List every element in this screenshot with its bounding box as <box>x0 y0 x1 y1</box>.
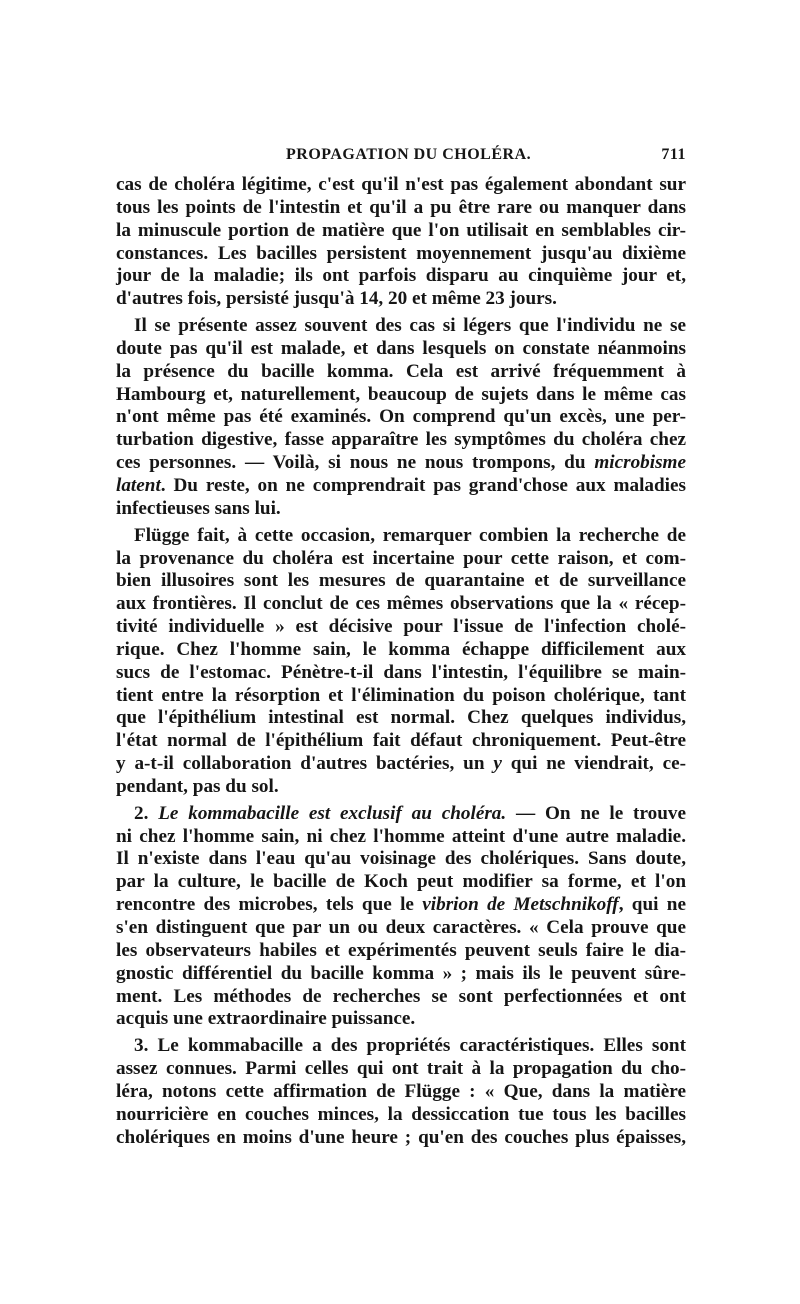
text-line: gnostic différentiel du bacille komma » ; mais ils le peuvent sûre- <box>116 962 686 984</box>
text-line: bien illusoires sont les mesures de quarantaine et de surveillance <box>116 570 686 592</box>
italic-term: microbisme <box>594 452 686 474</box>
text-line: assez connues. Parmi celles qui ont trait à la propagation du cho- <box>116 1058 686 1080</box>
running-header <box>116 146 686 170</box>
item-number: 2. <box>134 802 149 824</box>
text-line: léra, notons cette affirmation de Flügge : « Que, dans la matière <box>116 1080 686 1102</box>
text-line: infectieuses sans lui. <box>116 497 281 519</box>
text-line: la provenance du choléra est incertaine pour cette raison, et com- <box>116 547 686 569</box>
italic-heading: Le kommabacille est exclusif au choléra. <box>158 802 507 824</box>
text-line <box>116 753 686 776</box>
text-line: la présence du bacille komma. Cela est arrivé fréquemment à <box>116 360 686 382</box>
text-line: que l'épithélium intestinal est normal. Chez quelques individus, <box>116 707 686 729</box>
text-line: n'ont même pas été examinés. On comprend qu'un excès, une per- <box>116 406 686 428</box>
italic-term: y <box>493 753 502 775</box>
text-line: tient entre la résorption et l'élimination du poison cholérique, tant <box>116 684 686 706</box>
paragraph-2 <box>116 315 686 521</box>
text-line: Flügge fait, à cette occasion, remarquer combien la recherche de <box>134 524 686 546</box>
text-line: les observateurs habiles et expérimentés peuvent seuls faire le dia- <box>116 939 686 961</box>
paragraph-1 <box>116 174 686 311</box>
text-line <box>116 803 686 826</box>
text-line: la minuscule portion de matière que l'on utilisait en semblables cir- <box>116 219 686 241</box>
text-line: aux frontières. Il conclut de ces mêmes observations que la « récep- <box>116 593 686 615</box>
book-page <box>116 0 686 1304</box>
paragraph-3 <box>116 525 686 799</box>
text-segment: ces personnes. — Voilà, si nous ne nous trompons, du <box>116 452 595 474</box>
paragraph-4 <box>116 803 686 1031</box>
text-line <box>116 452 686 475</box>
text-line: ni chez l'homme sain, ni chez l'homme atteint d'une autre maladie. <box>116 825 686 847</box>
text-line: jour de la maladie; ils ont parfois disparu au cinquième jour et, <box>116 265 686 287</box>
text-line <box>116 894 686 917</box>
italic-term: latent <box>116 474 161 496</box>
text-segment: y a-t-il collaboration d'autres bactéries, un <box>116 753 494 775</box>
text-line: constances. Les bacilles persistent moyennement jusqu'au dixième <box>116 242 686 264</box>
text-line: par la culture, le bacille de Koch peut modifier sa forme, et l'on <box>116 871 686 893</box>
paragraph-5 <box>116 1035 686 1149</box>
text-line: Il se présente assez souvent des cas si légers que l'individu ne se <box>134 315 686 337</box>
text-line: Il n'existe dans l'eau qu'au voisinage des cholériques. Sans doute, <box>116 848 686 870</box>
text-line: d'autres fois, persisté jusqu'à 14, 20 et même 23 jours. <box>116 288 557 310</box>
text-line: cas de choléra légitime, c'est qu'il n'est pas également abondant sur <box>116 174 686 195</box>
text-line: tivité individuelle » est décisive pour l'issue de l'infection cholé- <box>116 616 686 638</box>
text-line: acquis une extraordinaire puissance. <box>116 1008 416 1030</box>
text-line <box>116 475 686 498</box>
text-segment: qui ne viendrait, ce- <box>501 753 686 775</box>
running-title: PROPAGATION DU CHOLÉRA. <box>286 146 532 163</box>
text-line: cholériques en moins d'une heure ; qu'en des couches plus épaisses, <box>116 1126 686 1148</box>
text-line: ment. Les méthodes de recherches se sont perfectionnées et ont <box>116 985 686 1007</box>
text-line: nourricière en couches minces, la dessiccation tue tous les bacilles <box>116 1103 686 1125</box>
text-line: l'état normal de l'épithélium fait défaut chroniquement. Peut-être <box>116 730 686 752</box>
page-number: 711 <box>661 146 686 163</box>
body-text <box>116 174 686 1153</box>
text-line: pendant, pas du sol. <box>116 775 279 797</box>
italic-term: vibrion de Metschnikoff <box>422 894 619 916</box>
text-line: sucs de l'estomac. Pénètre-t-il dans l'intestin, l'équilibre se main- <box>116 661 686 683</box>
text-line: turbation digestive, fasse apparaître les symptômes du choléra chez <box>116 429 686 451</box>
text-line: 3. Le kommabacille a des propriétés caractéristiques. Elles sont <box>134 1035 686 1057</box>
text-line: Hambourg et, naturellement, beaucoup de sujets dans le même cas <box>116 383 686 405</box>
text-segment: , qui ne <box>618 894 686 916</box>
text-line: rique. Chez l'homme sain, le komma échappe difficilement aux <box>116 638 686 660</box>
text-line: s'en distinguent que par un ou deux caractères. « Cela prouve que <box>116 917 686 938</box>
text-segment: rencontre des microbes, tels que le <box>116 894 423 916</box>
text-line: doute pas qu'il est malade, et dans lesquels on constate néanmoins <box>116 337 686 359</box>
text-segment: — On ne le trouve <box>506 802 686 824</box>
text-segment: . Du reste, on ne comprendrait pas grand'chose aux maladies <box>160 474 686 496</box>
text-line: tous les points de l'intestin et qu'il a pu être rare ou manquer dans <box>116 196 686 218</box>
